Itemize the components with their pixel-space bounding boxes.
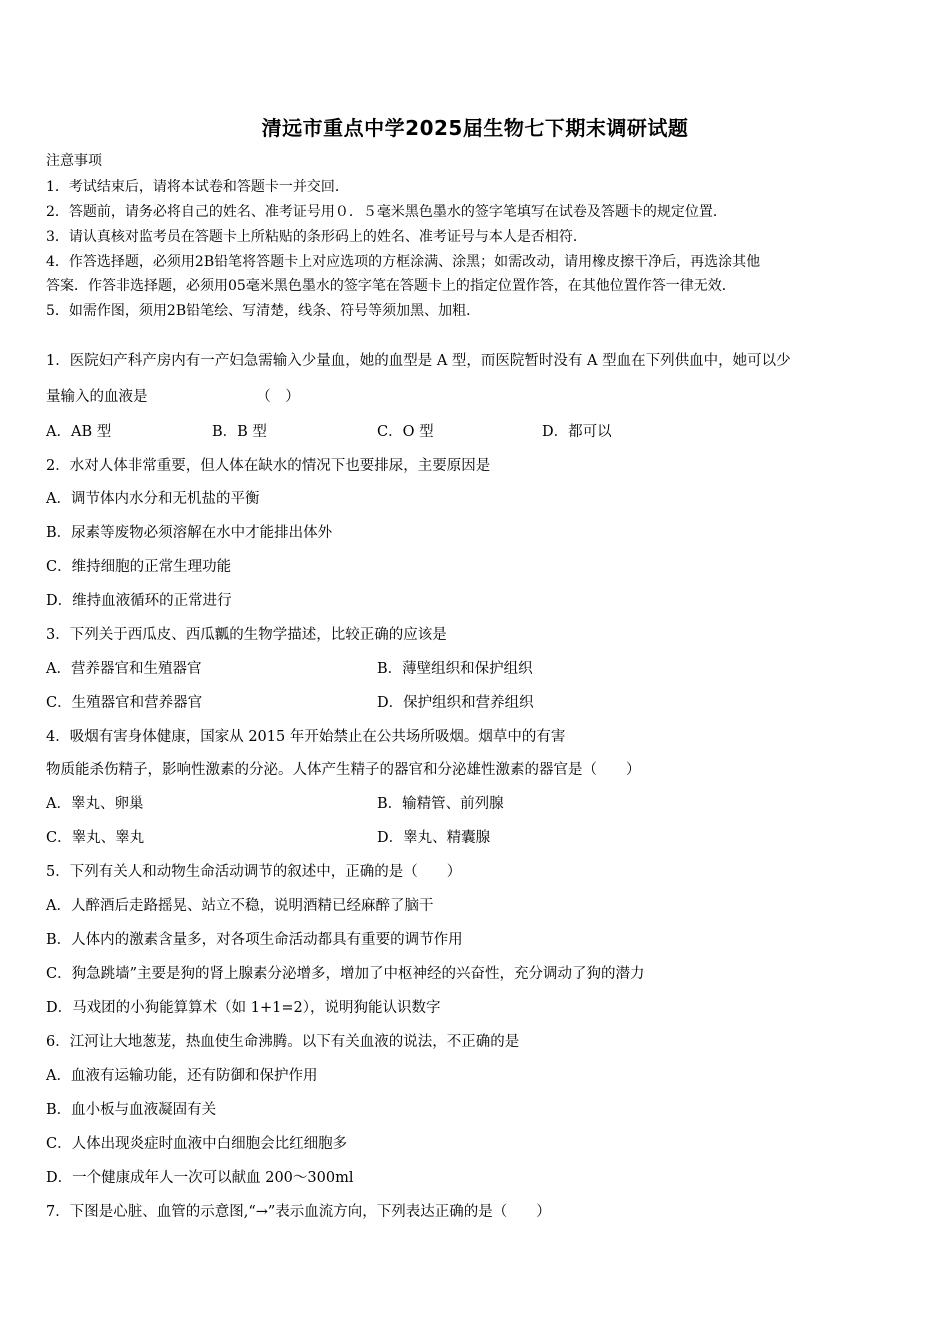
question-5-option-a: A．人醉酒后走路摇晃、站立不稳，说明酒精已经麻醉了脑干 xyxy=(46,898,434,914)
notice-item: 1．考试结束后，请将本试卷和答题卡一并交回． xyxy=(46,179,349,195)
question-5-option-b: B．人体内的激素含量多，对各项生命活动都具有重要的调节作用 xyxy=(46,932,463,948)
question-3-option-a: A．营养器官和生殖器官 xyxy=(46,661,202,677)
question-6-option-d: D．一个健康成年人一次可以献血 200～300ml xyxy=(46,1170,354,1186)
notice-item: 2．答题前，请务必将自己的姓名、准考证号用０．５毫米黑色墨水的签字笔填写在试卷及答题卡的规定位置． xyxy=(46,204,727,220)
question-1-option-c: C．O 型 xyxy=(377,424,434,440)
question-3-option-b: B．薄壁组织和保护组织 xyxy=(377,661,533,677)
question-6-stem: 6．江河让大地葱茏，热血使生命沸腾。以下有关血液的说法，不正确的是 xyxy=(46,1034,520,1050)
question-2-option-c: C．维持细胞的正常生理功能 xyxy=(46,559,232,575)
question-2-option-b: B．尿素等废物必须溶解在水中才能排出体外 xyxy=(46,525,333,541)
question-4-option-c: C．睾丸、睾丸 xyxy=(46,830,145,846)
question-2-stem: 2．水对人体非常重要，但人体在缺水的情况下也要排尿，主要原因是 xyxy=(46,458,491,474)
question-1-option-d: D．都可以 xyxy=(542,424,612,440)
question-3-stem: 3．下列关于西瓜皮、西瓜瓤的生物学描述，比较正确的应该是 xyxy=(46,627,447,643)
question-5-option-d: D．马戏团的小狗能算算术（如 1+1=2），说明狗能认识数字 xyxy=(46,1000,441,1016)
question-6-option-c: C．人体出现炎症时血液中白细胞会比红细胞多 xyxy=(46,1136,348,1152)
question-7-stem: 7．下图是心脏、血管的示意图,“→”表示血流方向，下列表达正确的是（ ） xyxy=(46,1204,551,1220)
question-5-option-c: C．狗急跳墙”主要是狗的肾上腺素分泌增多，增加了中枢神经的兴奋性，充分调动了狗的潜力 xyxy=(46,966,645,982)
question-4-option-b: B．输精管、前列腺 xyxy=(377,796,504,812)
question-3-option-c: C．生殖器官和营养器官 xyxy=(46,695,203,711)
question-4-stem: 4．吸烟有害身体健康，国家从 2015 年开始禁止在公共场所吸烟。烟草中的有害 xyxy=(46,729,566,745)
question-1-stem-cont: 量输入的血液是 （ ） xyxy=(46,389,300,405)
question-1-option-b: B．B 型 xyxy=(212,424,267,440)
question-4-stem-cont: 物质能杀伤精子，影响性激素的分泌。人体产生精子的器官和分泌雄性激素的器官是（ ） xyxy=(46,762,641,778)
question-4-option-a: A．睾丸、卵巢 xyxy=(46,796,144,812)
question-1-option-a: A．AB 型 xyxy=(46,424,112,440)
question-1-stem: 1．医院妇产科产房内有一产妇急需输入少量血，她的血型是 A 型，而医院暂时没有 A 型血在下列供血中，她可以少 xyxy=(46,353,791,369)
notice-item: 答案．作答非选择题，必须用05毫米黑色墨水的签字笔在答题卡上的指定位置作答，在其他位置作答一律无效． xyxy=(46,278,736,294)
notice-heading: 注意事项 xyxy=(46,153,102,169)
question-2-option-d: D．维持血液循环的正常进行 xyxy=(46,593,232,609)
question-6-option-b: B．血小板与血液凝固有关 xyxy=(46,1102,217,1118)
notice-item: 5．如需作图，须用2B铅笔绘、写清楚，线条、符号等须加黑、加粗． xyxy=(46,303,481,319)
question-6-option-a: A．血液有运输功能，还有防御和保护作用 xyxy=(46,1068,318,1084)
notice-item: 4．作答选择题，必须用2B铅笔将答题卡上对应选项的方框涂满、涂黑；如需改动，请用橡皮擦干净后，再选涂其他 xyxy=(46,254,761,270)
question-5-stem: 5．下列有关人和动物生命活动调节的叙述中，正确的是（ ） xyxy=(46,864,462,880)
question-2-option-a: A．调节体内水分和无机盐的平衡 xyxy=(46,491,260,507)
question-4-option-d: D．睾丸、精囊腺 xyxy=(377,830,491,846)
question-3-option-d: D．保护组织和营养组织 xyxy=(377,695,534,711)
notice-item: 3．请认真核对监考员在答题卡上所粘贴的条形码上的姓名、准考证号与本人是否相符． xyxy=(46,229,587,245)
page-title: 清远市重点中学2025届生物七下期末调研试题 xyxy=(261,116,689,140)
